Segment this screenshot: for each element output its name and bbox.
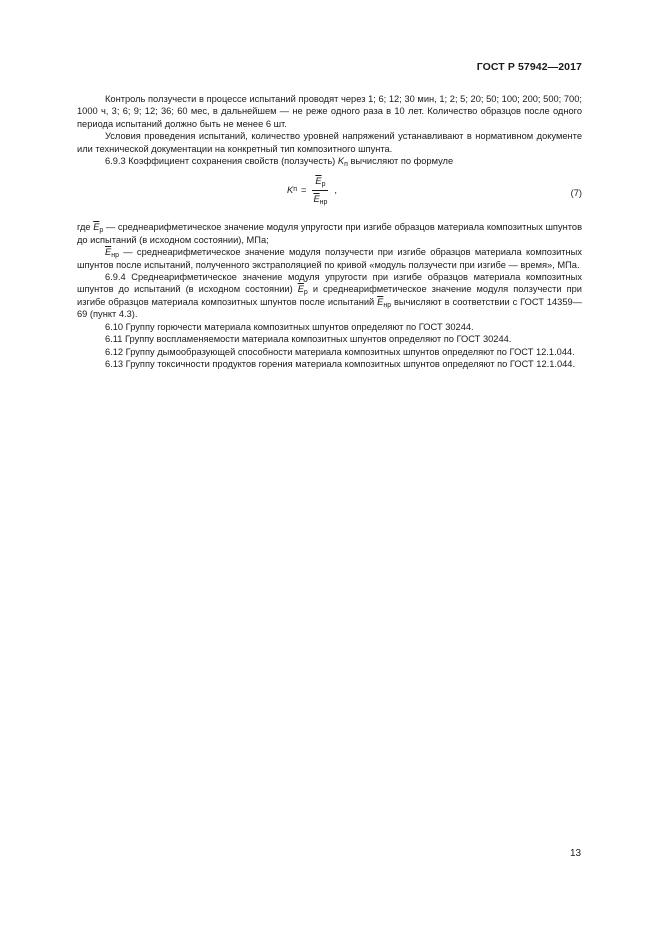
formula-number: (7) bbox=[570, 188, 582, 199]
symbol-enr-subscript: нр bbox=[111, 252, 119, 260]
symbol-ep-subscript: р bbox=[303, 289, 308, 297]
formula-enr-subscript: нр bbox=[319, 198, 328, 206]
paragraph-test-conditions: Условия проведения испытаний, количество уровней напряжений устанавливают в нормативном документе или технической документации на конкретный тип композитного шпунта. bbox=[77, 131, 582, 154]
text-segment: 6.9.4 Среднеарифметическое значение модуля упругости при изгибе образцов материала композитных шпунтов до испытаний (в исходном состоянии) bbox=[77, 272, 582, 295]
text-segment: вычисляют в соответствии с ГОСТ 14359—69 (пункт 4.3). bbox=[77, 296, 582, 320]
formula-k: K bbox=[287, 185, 294, 196]
formula-e-bar: $\overline{E}$ bbox=[315, 176, 322, 187]
symbol-k-subscript: п bbox=[344, 161, 348, 169]
paragraph-6-12: 6.12 Группу дымообразующей способности материала композитных шпунтов определяют по ГОСТ 12.1.044. bbox=[105, 346, 575, 357]
formula-expression: K п = $\frac{\overline{E}_р}{\overline{E}_{нр}}$ , bbox=[287, 176, 337, 206]
formula-comma: , bbox=[334, 185, 337, 196]
formula-e-bar: $\overline{E}$ bbox=[313, 193, 320, 204]
text-segment: где bbox=[77, 222, 94, 233]
text-segment: 6.9.3 Коэффициент сохранения свойств (ползучесть) bbox=[105, 156, 338, 167]
formula-7 bbox=[77, 169, 582, 217]
paragraph-6-9-3 bbox=[77, 155, 582, 167]
symbol-enr-subscript: нр bbox=[383, 301, 392, 309]
symbol-e-bar: $\overline{E}$ bbox=[377, 296, 384, 307]
page-body bbox=[77, 93, 582, 370]
formula-ep-subscript: р bbox=[321, 181, 326, 189]
symbol-ep-subscript: р bbox=[99, 227, 104, 235]
formula-fraction bbox=[310, 175, 330, 205]
symbol-k: K bbox=[337, 156, 345, 167]
paragraph-creep-control: Контроль ползучести в процессе испытаний проводят через 1; 6; 12; 30 мин, 1; 2; 5; 20; 50; 100; 200; 500; 700; 1000 ч, 3; 6; 9; 12; 36; 60 мес, в дальнейшем — не реже одного раза в 10 лет. Количество образцов после одного периода испытаний должно быть не менее 6 шт. bbox=[77, 94, 582, 129]
paragraph-where-ep bbox=[77, 221, 582, 246]
paragraph-6-11: 6.11 Группу воспламеняемости материала композитных шпунтов определяют по ГОСТ 30244. bbox=[105, 334, 512, 345]
symbol-e-bar: $\overline{E}$ bbox=[93, 222, 100, 233]
text-segment: — среднеарифметическое значение модуля ползучести при изгибе образцов материала композитных шпунтов после испытаний, полученного экстраполяцией по кривой «модуль ползучести при изгибе — время», МПа. bbox=[77, 247, 582, 270]
paragraph-6-10: 6.10 Группу горючести материала композитных шпунтов определяют по ГОСТ 30244. bbox=[105, 321, 474, 332]
text-segment: — среднеарифметическое значение модуля упругости при изгибе образцов материала композитных шпунтов до испытаний (в исходном состоянии), МПа; bbox=[77, 222, 583, 245]
formula-numerator bbox=[312, 175, 328, 190]
text-segment: и среднеарифметическое значение модуля ползучести при изгибе образцов материала композитных шпунтов после испытаний bbox=[77, 284, 582, 307]
formula-denominator bbox=[310, 191, 330, 205]
text-segment: вычисляют по формуле bbox=[347, 156, 454, 167]
page-number: 13 bbox=[570, 848, 582, 859]
paragraph-where-enr bbox=[77, 246, 582, 271]
symbol-e-bar: $\overline{E}$ bbox=[105, 247, 112, 258]
paragraph-6-13: 6.13 Группу токсичности продуктов горения материала композитных шпунтов определяют по ГОСТ 12.1.044. bbox=[105, 358, 576, 369]
paragraph-6-9-4 bbox=[77, 271, 582, 321]
formula-equals: = bbox=[301, 185, 307, 196]
symbol-e-bar: $\overline{E}$ bbox=[297, 284, 304, 295]
document-code: ГОСТ Р 57942—2017 bbox=[476, 61, 582, 73]
